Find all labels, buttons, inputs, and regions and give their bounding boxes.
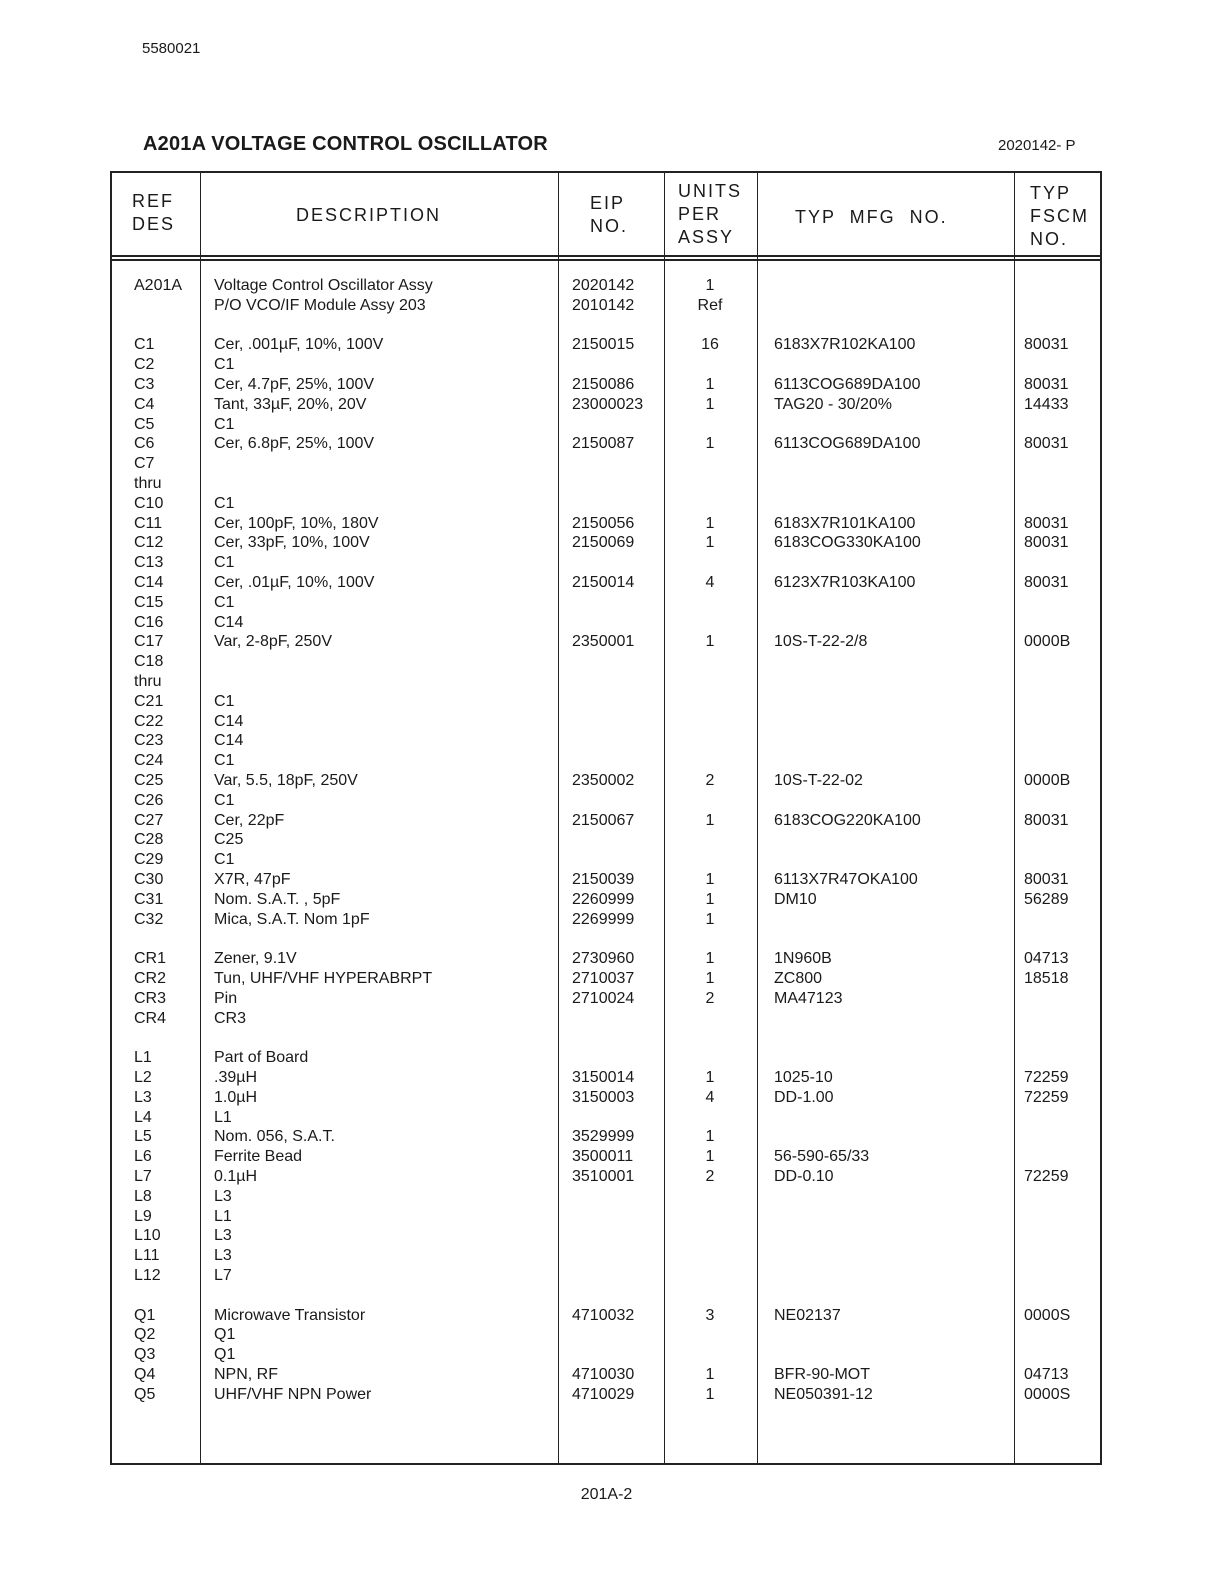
header-fscm-line2: FSCM xyxy=(1030,206,1089,226)
cell-eip: 3529999 xyxy=(572,1128,635,1146)
cell-units: 4 xyxy=(705,1088,715,1106)
cell-eip: 2150015 xyxy=(572,336,635,354)
cell-ref: CR3 xyxy=(134,989,167,1007)
header-fscm-line1: TYP xyxy=(1030,183,1072,203)
cell-ref: Q2 xyxy=(134,1326,156,1344)
cell-eip: 2730960 xyxy=(572,950,635,968)
cell-desc: L7 xyxy=(214,1267,232,1284)
cell-ref: Q1 xyxy=(134,1306,156,1324)
table-row xyxy=(112,1266,1100,1286)
cell-fscm: 18518 xyxy=(1024,970,1069,987)
cell-units: 3 xyxy=(705,1306,715,1324)
cell-desc: C1 xyxy=(214,494,235,512)
cell-units: 2 xyxy=(705,772,715,789)
cell-eip: 23000023 xyxy=(572,395,644,413)
table-row xyxy=(112,1147,1100,1167)
header-description: DESCRIPTION xyxy=(296,205,442,225)
cell-ref: L8 xyxy=(134,1187,152,1205)
table-row xyxy=(112,731,1100,751)
cell-units: 1 xyxy=(705,1148,715,1166)
document-number: 5580021 xyxy=(142,40,201,57)
cell-mfg: 56-590-65/33 xyxy=(774,1148,870,1166)
cell-units: 2 xyxy=(705,1168,715,1185)
cell-ref: C10 xyxy=(134,494,164,512)
table-row xyxy=(112,850,1100,870)
cell-desc: Nom. S.A.T. , 5pF xyxy=(214,890,341,908)
table-row xyxy=(112,1207,1100,1227)
cell-desc: C1 xyxy=(214,692,235,710)
cell-ref: Q3 xyxy=(134,1346,156,1364)
header-divider-double xyxy=(112,259,1100,261)
cell-ref: C25 xyxy=(134,772,164,789)
cell-mfg: 6113X7R47OKA100 xyxy=(774,871,918,888)
cell-ref: L1 xyxy=(134,1049,152,1067)
table-row xyxy=(112,1286,1100,1306)
cell-ref: C18 xyxy=(134,653,164,671)
cell-ref: C13 xyxy=(134,554,164,572)
cell-fscm: 80031 xyxy=(1024,376,1069,393)
cell-desc: Cer, 6.8pF, 25%, 100V xyxy=(214,435,375,453)
cell-desc: C25 xyxy=(214,831,244,849)
cell-units: 1 xyxy=(705,514,715,532)
table-row xyxy=(112,712,1100,732)
cell-units: 1 xyxy=(705,1366,715,1383)
header-eip-no xyxy=(590,192,628,238)
table-row xyxy=(112,1028,1100,1048)
table-row xyxy=(112,474,1100,494)
cell-eip: 2150067 xyxy=(572,811,635,829)
cell-eip: 2269999 xyxy=(572,910,635,928)
table-row xyxy=(112,395,1100,415)
cell-mfg: TAG20 - 30/20% xyxy=(774,395,892,413)
cell-eip: 4710029 xyxy=(572,1385,635,1403)
header-ref-des xyxy=(132,190,175,236)
cell-eip: 2260999 xyxy=(572,890,635,908)
cell-fscm: 14433 xyxy=(1024,395,1069,413)
table-row xyxy=(112,929,1100,949)
cell-mfg: 6183COG330KA100 xyxy=(774,534,921,552)
cell-mfg: ZC800 xyxy=(774,970,823,987)
parts-list-table xyxy=(110,171,1102,1465)
cell-units: 1 xyxy=(705,277,715,294)
cell-ref: thru xyxy=(134,673,162,690)
table-row xyxy=(112,593,1100,613)
cell-ref: C23 xyxy=(134,732,164,750)
page-title: A201A VOLTAGE CONTROL OSCILLATOR xyxy=(143,133,548,155)
cell-fscm: 80031 xyxy=(1024,871,1069,888)
table-row xyxy=(112,791,1100,811)
cell-eip: 4710030 xyxy=(572,1366,635,1383)
cell-fscm: 80031 xyxy=(1024,514,1069,532)
cell-desc: C1 xyxy=(214,851,235,869)
table-row xyxy=(112,989,1100,1009)
cell-mfg: DD-1.00 xyxy=(774,1088,834,1106)
cell-fscm: 72259 xyxy=(1024,1088,1069,1106)
cell-desc: C1 xyxy=(214,593,235,611)
cell-ref: C14 xyxy=(134,574,164,591)
table-row xyxy=(112,1226,1100,1246)
cell-ref: C27 xyxy=(134,811,164,829)
cell-desc: Tant, 33µF, 20%, 20V xyxy=(214,395,367,413)
cell-ref: C32 xyxy=(134,910,164,928)
cell-ref: C21 xyxy=(134,692,164,710)
cell-eip: 2010142 xyxy=(572,296,635,314)
header-units-line3: ASSY xyxy=(678,227,735,247)
cell-ref: L5 xyxy=(134,1128,152,1146)
cell-ref: C2 xyxy=(134,356,155,374)
cell-desc: UHF/VHF NPN Power xyxy=(214,1385,372,1403)
cell-units: 1 xyxy=(705,376,715,393)
table-row xyxy=(112,533,1100,553)
cell-fscm: 80031 xyxy=(1024,336,1069,354)
table-row xyxy=(112,553,1100,573)
cell-desc: CR3 xyxy=(214,1009,247,1027)
header-eip-no-line2: NO. xyxy=(590,216,629,236)
header-eip-no-line1: EIP xyxy=(590,193,626,213)
cell-ref: C3 xyxy=(134,376,155,393)
cell-desc: 0.1µH xyxy=(214,1168,258,1185)
cell-ref: C24 xyxy=(134,752,164,770)
cell-units: 1 xyxy=(705,871,715,888)
cell-mfg: MA47123 xyxy=(774,989,843,1007)
table-row xyxy=(112,454,1100,474)
cell-eip: 2150039 xyxy=(572,871,635,888)
cell-ref: L11 xyxy=(134,1247,160,1265)
cell-ref: CR4 xyxy=(134,1009,167,1027)
cell-ref: L12 xyxy=(134,1267,161,1284)
header-typ-fscm-no xyxy=(1030,182,1089,251)
cell-ref: C5 xyxy=(134,415,155,433)
cell-desc: Tun, UHF/VHF HYPERABRPT xyxy=(214,970,433,987)
cell-eip: 2350001 xyxy=(572,633,635,651)
cell-ref: L10 xyxy=(134,1227,161,1245)
cell-desc: Voltage Control Oscillator Assy xyxy=(214,277,433,294)
cell-ref: C6 xyxy=(134,435,155,453)
cell-desc: C1 xyxy=(214,415,235,433)
cell-ref: L3 xyxy=(134,1088,152,1106)
cell-ref: C26 xyxy=(134,791,164,809)
cell-ref: C17 xyxy=(134,633,164,651)
cell-units: 1 xyxy=(705,970,715,987)
table-row xyxy=(112,1365,1100,1385)
table-row xyxy=(112,355,1100,375)
cell-desc: Ferrite Bead xyxy=(214,1148,303,1166)
table-row xyxy=(112,415,1100,435)
cell-units: 1 xyxy=(705,890,715,908)
table-row xyxy=(112,1246,1100,1266)
cell-desc: P/O VCO/IF Module Assy 203 xyxy=(214,296,426,314)
table-row xyxy=(112,969,1100,989)
cell-desc: Q1 xyxy=(214,1346,236,1364)
cell-mfg: 6183COG220KA100 xyxy=(774,811,921,829)
cell-ref: C30 xyxy=(134,871,164,888)
cell-ref: CR2 xyxy=(134,970,167,987)
cell-fscm: 0000B xyxy=(1024,633,1071,651)
table-row xyxy=(112,1048,1100,1068)
cell-fscm: 72259 xyxy=(1024,1069,1069,1086)
table-row xyxy=(112,494,1100,514)
cell-eip: 2150086 xyxy=(572,376,635,393)
cell-mfg: BFR-90-MOT xyxy=(774,1366,870,1383)
table-row xyxy=(112,1167,1100,1187)
cell-mfg: 1N960B xyxy=(774,950,832,968)
cell-ref: C12 xyxy=(134,534,164,552)
table-row xyxy=(112,870,1100,890)
cell-ref: L6 xyxy=(134,1148,152,1166)
cell-desc: Zener, 9.1V xyxy=(214,950,297,968)
table-row xyxy=(112,276,1100,296)
cell-eip: 2710024 xyxy=(572,989,635,1007)
cell-desc: L3 xyxy=(214,1227,232,1245)
cell-mfg: 1025-10 xyxy=(774,1069,833,1086)
cell-desc: Nom. 056, S.A.T. xyxy=(214,1128,335,1146)
cell-ref: C7 xyxy=(134,455,155,473)
cell-fscm: 72259 xyxy=(1024,1168,1069,1185)
cell-ref: L7 xyxy=(134,1168,152,1185)
cell-eip: 2150056 xyxy=(572,514,635,532)
table-row xyxy=(112,692,1100,712)
cell-desc: L1 xyxy=(214,1108,232,1126)
cell-ref: thru xyxy=(134,475,162,492)
part-number: 2020142- P xyxy=(998,137,1076,154)
cell-desc: Cer, 4.7pF, 25%, 100V xyxy=(214,376,375,393)
table-row xyxy=(112,514,1100,534)
table-row xyxy=(112,296,1100,316)
table-row xyxy=(112,652,1100,672)
table-row xyxy=(112,1385,1100,1405)
table-row xyxy=(112,1108,1100,1128)
cell-desc: Pin xyxy=(214,989,238,1007)
cell-desc: .39µH xyxy=(214,1069,258,1086)
cell-eip: 2150069 xyxy=(572,534,635,552)
cell-mfg: DD-0.10 xyxy=(774,1168,834,1185)
cell-ref: L4 xyxy=(134,1108,152,1126)
table-row xyxy=(112,830,1100,850)
cell-desc: Cer, .01µF, 10%, 100V xyxy=(214,574,375,591)
cell-ref: CR1 xyxy=(134,950,167,968)
cell-eip: 2350002 xyxy=(572,772,635,789)
cell-desc: C1 xyxy=(214,356,235,374)
table-row xyxy=(112,910,1100,930)
cell-desc: Mica, S.A.T. Nom 1pF xyxy=(214,910,370,928)
cell-ref: L9 xyxy=(134,1207,152,1225)
cell-units: Ref xyxy=(697,296,723,314)
cell-desc: Q1 xyxy=(214,1326,236,1344)
cell-eip: 3510001 xyxy=(572,1168,635,1185)
cell-eip: 2710037 xyxy=(572,970,635,987)
cell-units: 1 xyxy=(705,534,715,552)
cell-ref: C11 xyxy=(134,514,163,532)
cell-ref: C15 xyxy=(134,593,164,611)
cell-units: 16 xyxy=(701,336,719,354)
cell-mfg: 6123X7R103KA100 xyxy=(774,574,916,591)
cell-desc: Var, 5.5, 18pF, 250V xyxy=(214,772,358,789)
cell-desc: L3 xyxy=(214,1187,232,1205)
cell-units: 1 xyxy=(705,950,715,968)
table-row xyxy=(112,1325,1100,1345)
cell-mfg: 6183X7R102KA100 xyxy=(774,336,916,354)
cell-desc: Part of Board xyxy=(214,1049,309,1067)
table-row xyxy=(112,632,1100,652)
cell-ref: C31 xyxy=(134,890,164,908)
cell-eip: 3500011 xyxy=(572,1148,634,1166)
cell-ref: Q5 xyxy=(134,1385,156,1403)
cell-desc: X7R, 47pF xyxy=(214,871,291,888)
table-row xyxy=(112,1127,1100,1147)
cell-desc: C1 xyxy=(214,554,235,572)
table-row xyxy=(112,751,1100,771)
cell-eip: 3150003 xyxy=(572,1088,635,1106)
cell-mfg: 10S-T-22-2/8 xyxy=(774,633,868,651)
table-row xyxy=(112,1009,1100,1029)
cell-ref: C22 xyxy=(134,712,164,730)
cell-fscm: 04713 xyxy=(1024,950,1069,968)
cell-fscm: 04713 xyxy=(1024,1366,1069,1383)
cell-units: 1 xyxy=(705,910,715,928)
cell-desc: C14 xyxy=(214,613,244,631)
cell-eip: 4710032 xyxy=(572,1306,635,1324)
page-label: 201A-2 xyxy=(580,1486,633,1503)
cell-mfg: 6113COG689DA100 xyxy=(774,435,921,453)
table-row xyxy=(112,613,1100,633)
header-units-line2: PER xyxy=(678,204,722,224)
cell-mfg: 6183X7R101KA100 xyxy=(774,514,916,532)
header-units-line1: UNITS xyxy=(678,181,742,201)
table-row xyxy=(112,573,1100,593)
header-divider xyxy=(112,255,1100,257)
cell-mfg: DM10 xyxy=(774,890,817,908)
header-units-per-assy xyxy=(678,180,742,249)
cell-units: 2 xyxy=(705,989,715,1007)
cell-desc: NPN, RF xyxy=(214,1366,278,1383)
header-typ-mfg-no: TYP MFG NO. xyxy=(795,207,948,227)
table-row xyxy=(112,335,1100,355)
cell-mfg: 10S-T-22-02 xyxy=(774,772,863,789)
table-row xyxy=(112,890,1100,910)
cell-desc: L1 xyxy=(214,1207,232,1225)
table-row xyxy=(112,1187,1100,1207)
cell-fscm: 0000B xyxy=(1024,772,1071,789)
cell-units: 1 xyxy=(705,811,715,829)
cell-ref: C28 xyxy=(134,831,164,849)
table-row xyxy=(112,1306,1100,1326)
cell-fscm: 80031 xyxy=(1024,435,1069,453)
cell-fscm: 56289 xyxy=(1024,890,1069,908)
cell-fscm: 80031 xyxy=(1024,574,1069,591)
cell-desc: Cer, 22pF xyxy=(214,811,285,829)
table-row xyxy=(112,949,1100,969)
cell-desc: 1.0µH xyxy=(214,1088,258,1106)
cell-desc: Cer, .001µF, 10%, 100V xyxy=(214,336,384,354)
cell-fscm: 0000S xyxy=(1024,1385,1071,1403)
cell-ref: L2 xyxy=(134,1069,152,1086)
cell-fscm: 80031 xyxy=(1024,534,1069,552)
table-row xyxy=(112,771,1100,791)
cell-mfg: NE050391-12 xyxy=(774,1385,873,1403)
cell-fscm: 0000S xyxy=(1024,1306,1071,1324)
cell-desc: C1 xyxy=(214,791,235,809)
cell-eip: 3150014 xyxy=(572,1069,635,1086)
header-ref-des-line1: REF xyxy=(132,191,174,211)
header-fscm-line3: NO. xyxy=(1030,229,1069,249)
cell-units: 1 xyxy=(705,1069,715,1086)
cell-desc: Cer, 100pF, 10%, 180V xyxy=(214,514,379,532)
table-row xyxy=(112,672,1100,692)
cell-mfg: NE02137 xyxy=(774,1306,841,1324)
cell-desc: Var, 2-8pF, 250V xyxy=(214,633,332,651)
cell-desc: Cer, 33pF, 10%, 100V xyxy=(214,534,370,552)
cell-ref: C16 xyxy=(134,613,164,631)
cell-desc: C14 xyxy=(214,732,244,750)
cell-ref: C29 xyxy=(134,851,164,869)
cell-desc: C1 xyxy=(214,752,235,770)
table-row xyxy=(112,1345,1100,1365)
cell-mfg: 6113COG689DA100 xyxy=(774,376,921,393)
cell-ref: Q4 xyxy=(134,1366,156,1383)
cell-fscm: 80031 xyxy=(1024,811,1069,829)
table-row xyxy=(112,375,1100,395)
cell-desc: Microwave Transistor xyxy=(214,1306,366,1324)
cell-units: 1 xyxy=(705,1385,715,1403)
cell-ref: A201A xyxy=(134,277,183,294)
cell-ref: C1 xyxy=(134,336,155,354)
table-row xyxy=(112,1068,1100,1088)
cell-desc: L3 xyxy=(214,1247,232,1265)
header-ref-des-line2: DES xyxy=(132,214,176,234)
cell-units: 1 xyxy=(705,633,715,651)
table-row xyxy=(112,1088,1100,1108)
cell-eip: 2020142 xyxy=(572,277,635,294)
table-row xyxy=(112,434,1100,454)
cell-ref: C4 xyxy=(134,395,155,413)
cell-eip: 2150014 xyxy=(572,574,635,591)
table-row xyxy=(112,316,1100,336)
cell-units: 1 xyxy=(705,1128,715,1146)
cell-units: 1 xyxy=(705,435,715,453)
cell-eip: 2150087 xyxy=(572,435,635,453)
cell-units: 4 xyxy=(705,574,715,591)
cell-desc: C14 xyxy=(214,712,244,730)
table-row xyxy=(112,811,1100,831)
cell-units: 1 xyxy=(705,395,715,413)
